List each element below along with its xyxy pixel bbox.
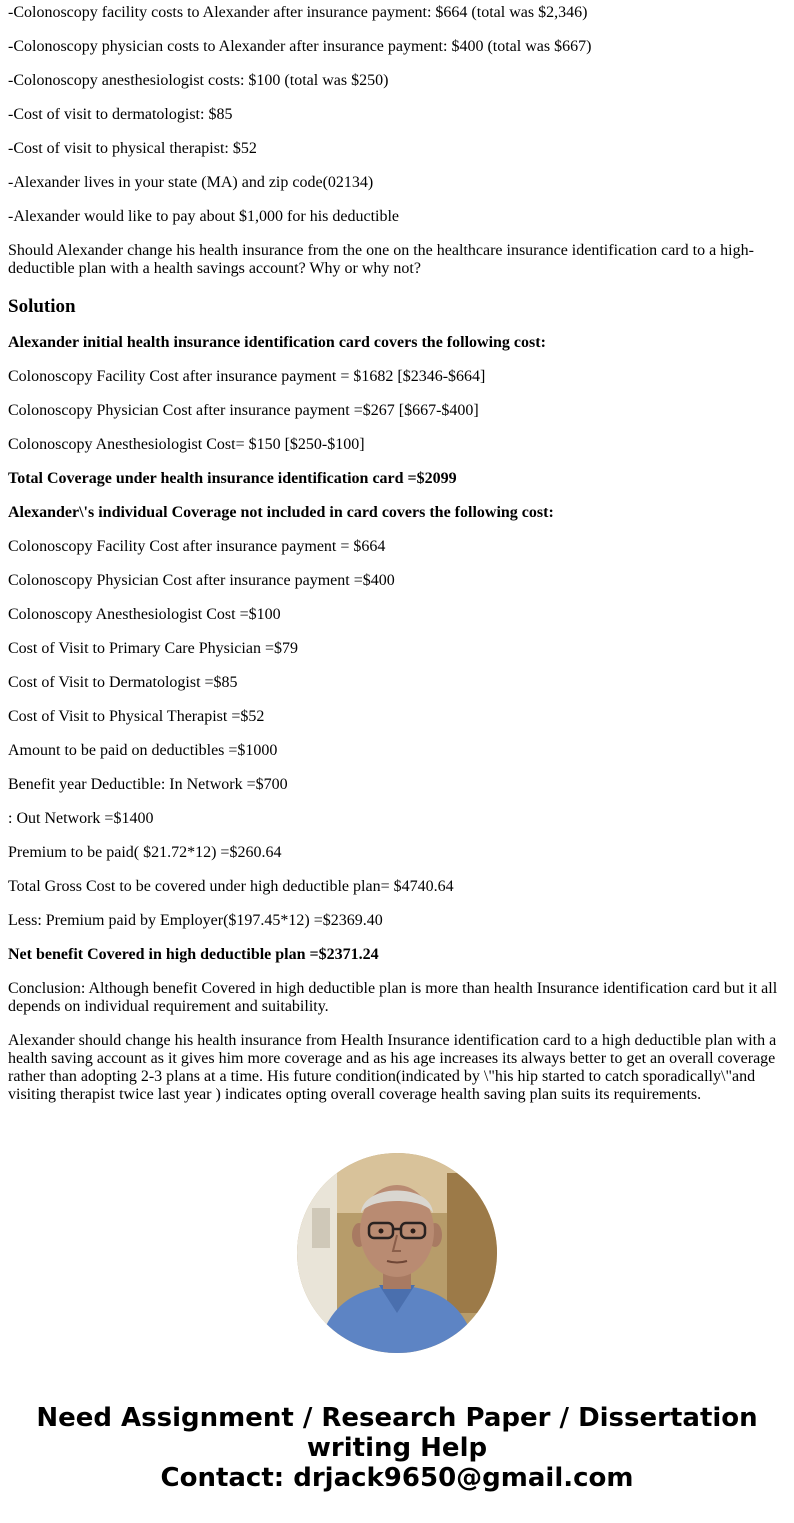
intro-line: -Colonoscopy physician costs to Alexander after insurance payment: $400 (total was $667) bbox=[8, 38, 592, 55]
intro-line: -Alexander lives in your state (MA) and zip code(02134) bbox=[8, 174, 374, 191]
promo-banner bbox=[0, 1403, 794, 1493]
section1-line: Colonoscopy Anesthesiologist Cost= $150 [$250-$100] bbox=[8, 436, 365, 453]
section2-line: Colonoscopy Facility Cost after insurance payment = $664 bbox=[8, 538, 386, 555]
promo-line-2: writing Help bbox=[306, 1433, 488, 1463]
section2-line: Cost of Visit to Physical Therapist =$52 bbox=[8, 708, 265, 725]
promo-line-1: Need Assignment / Research Paper / Dissertation bbox=[36, 1403, 758, 1433]
recommendation-text: Alexander should change his health insurance from Health Insurance identification card to a high deductible plan with a health saving account as it gives him more coverage and as his age increases its always better to get an overall coverage rather than adopting 2-3 plans at a time. His future condition(indicated by \"his hip started to catch sporadically\"and visiting therapist twice last year ) indicates opting overall coverage health saving plan suits its requirements. bbox=[8, 1032, 777, 1103]
conclusion-text: Conclusion: Although benefit Covered in high deductible plan is more than health Insurance identification card but it all depends on individual requirement and suitability. bbox=[8, 980, 778, 1015]
section1-title: Alexander initial health insurance identification card covers the following cost: bbox=[8, 334, 546, 351]
section2-line: Amount to be paid on deductibles =$1000 bbox=[8, 742, 278, 759]
author-portrait-icon bbox=[297, 1153, 497, 1353]
promo-contact: Contact: drjack9650@gmail.com bbox=[160, 1463, 634, 1493]
section1-line: Colonoscopy Physician Cost after insurance payment =$267 [$667-$400] bbox=[8, 402, 479, 419]
section2-line: Colonoscopy Anesthesiologist Cost =$100 bbox=[8, 606, 281, 623]
intro-line: -Cost of visit to dermatologist: $85 bbox=[8, 106, 233, 123]
section1-total: Total Coverage under health insurance identification card =$2099 bbox=[8, 470, 457, 487]
section2-line: Cost of Visit to Primary Care Physician =$79 bbox=[8, 640, 298, 657]
net-benefit: Net benefit Covered in high deductible plan =$2371.24 bbox=[8, 946, 379, 963]
section2-title: Alexander\'s individual Coverage not included in card covers the following cost: bbox=[8, 504, 554, 521]
intro-line: -Colonoscopy facility costs to Alexander after insurance payment: $664 (total was $2,346) bbox=[8, 4, 588, 21]
section2-line: Premium to be paid( $21.72*12) =$260.64 bbox=[8, 844, 282, 861]
section2-line: Total Gross Cost to be covered under high deductible plan= $4740.64 bbox=[8, 878, 454, 895]
section1-line: Colonoscopy Facility Cost after insurance payment = $1682 [$2346-$664] bbox=[8, 368, 486, 385]
intro-line: -Cost of visit to physical therapist: $52 bbox=[8, 140, 257, 157]
intro-line: -Colonoscopy anesthesiologist costs: $100 (total was $250) bbox=[8, 72, 389, 89]
question-text: Should Alexander change his health insurance from the one on the healthcare insurance identification card to a high-deductible plan with a health savings account? Why or why not? bbox=[8, 242, 754, 277]
document-body bbox=[8, 4, 786, 1120]
intro-line: -Alexander would like to pay about $1,000 for his deductible bbox=[8, 208, 400, 225]
section2-line: Cost of Visit to Dermatologist =$85 bbox=[8, 674, 238, 691]
section2-line: : Out Network =$1400 bbox=[8, 810, 154, 827]
section2-line: Benefit year Deductible: In Network =$700 bbox=[8, 776, 288, 793]
section2-line: Colonoscopy Physician Cost after insurance payment =$400 bbox=[8, 572, 395, 589]
author-avatar bbox=[297, 1153, 497, 1353]
solution-heading: Solution bbox=[8, 296, 76, 317]
section2-line: Less: Premium paid by Employer($197.45*12) =$2369.40 bbox=[8, 912, 383, 929]
